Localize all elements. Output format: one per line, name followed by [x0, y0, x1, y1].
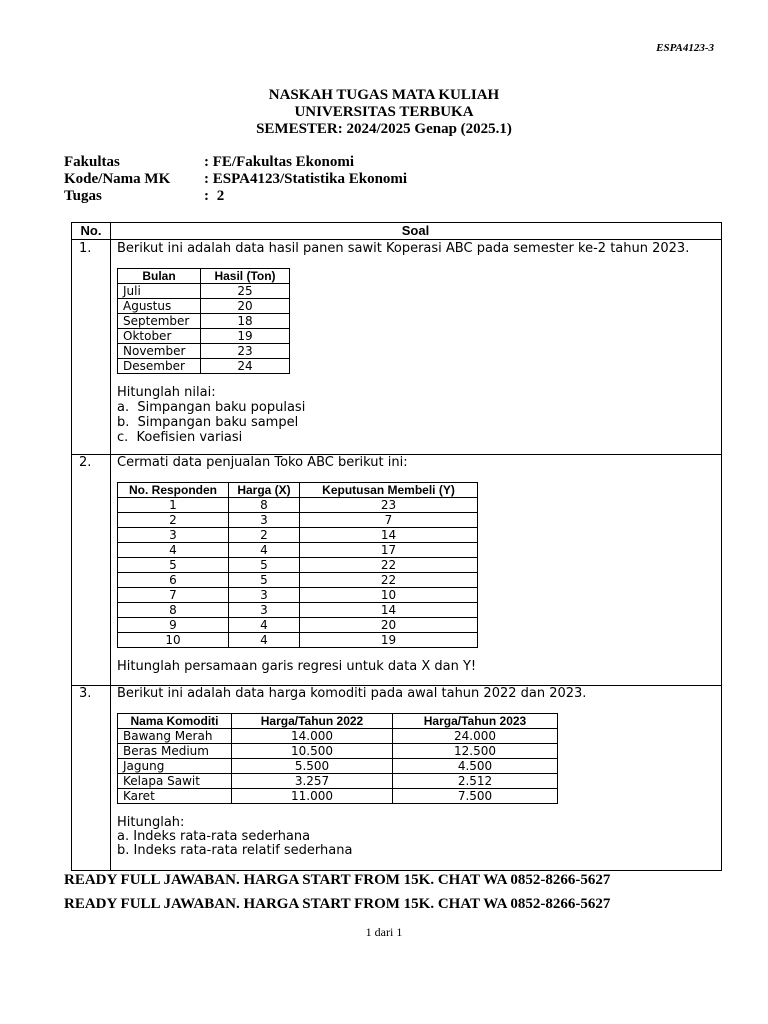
table-row	[118, 729, 558, 744]
cell-hasil: 20	[201, 299, 290, 314]
cell-harga: 5	[229, 573, 300, 588]
cell-responden: 2	[118, 513, 229, 528]
table-row	[118, 633, 478, 648]
cell-responden: 4	[118, 543, 229, 558]
cell-keputusan: 7	[300, 513, 478, 528]
questions-table	[71, 222, 722, 871]
cell-keputusan: 22	[300, 573, 478, 588]
table-row	[118, 759, 558, 774]
cell-2022: 3.257	[232, 774, 393, 789]
header-semester: SEMESTER: 2024/2025 Genap (2025.1)	[256, 121, 512, 137]
cell-keputusan: 17	[300, 543, 478, 558]
cell-2022: 14.000	[232, 729, 393, 744]
commodity-col-nama: Nama Komoditi	[118, 714, 232, 729]
promo-line-1: READY FULL JAWABAN. HARGA START FROM 15K. CHAT WA 0852-8266-5627	[64, 872, 611, 888]
cell-komoditi: Jagung	[118, 759, 232, 774]
cell-keputusan: 10	[300, 588, 478, 603]
cell-keputusan: 22	[300, 558, 478, 573]
question-3-item-a: a. Indeks rata-rata sederhana	[117, 829, 311, 844]
column-divider	[110, 223, 111, 870]
sales-col-keputusan: Keputusan Membeli (Y)	[300, 483, 478, 498]
table-row	[118, 789, 558, 804]
cell-2023: 4.500	[393, 759, 558, 774]
fakultas-row	[64, 154, 407, 171]
cell-harga: 3	[229, 603, 300, 618]
kode-label: Kode/Nama MK	[64, 171, 171, 187]
cell-bulan: November	[118, 344, 201, 359]
harvest-table	[117, 268, 290, 374]
cell-2023: 2.512	[393, 774, 558, 789]
question-1-item-a: a. Simpangan baku populasi	[117, 400, 306, 415]
table-row	[118, 513, 478, 528]
cell-keputusan: 19	[300, 633, 478, 648]
cell-harga: 8	[229, 498, 300, 513]
table-row	[118, 558, 478, 573]
cell-bulan: Oktober	[118, 329, 201, 344]
table-row	[118, 359, 290, 374]
sales-col-responden: No. Responden	[118, 483, 229, 498]
harvest-col-hasil: Hasil (Ton)	[201, 269, 290, 284]
cell-2022: 10.500	[232, 744, 393, 759]
question-2-intro: Cermati data penjualan Toko ABC berikut ini:	[117, 455, 408, 470]
table-row	[118, 573, 478, 588]
header-soal: Soal	[401, 223, 430, 238]
kode-row	[64, 171, 407, 188]
question-1-item-b: b. Simpangan baku sampel	[117, 415, 299, 430]
cell-harga: 2	[229, 528, 300, 543]
table-row	[118, 284, 290, 299]
question-1-ask: Hitunglah nilai:	[117, 385, 216, 400]
question-3-intro: Berikut ini adalah data harga komoditi pada awal tahun 2022 dan 2023.	[117, 686, 587, 701]
commodity-table	[117, 713, 558, 804]
table-row	[118, 528, 478, 543]
cell-responden: 6	[118, 573, 229, 588]
page-number: 1 dari 1	[365, 925, 403, 939]
fakultas-value: : FE/Fakultas Ekonomi	[204, 154, 355, 170]
cell-bulan: Juli	[118, 284, 201, 299]
cell-komoditi: Kelapa Sawit	[118, 774, 232, 789]
table-row	[118, 774, 558, 789]
cell-2023: 12.500	[393, 744, 558, 759]
cell-responden: 10	[118, 633, 229, 648]
table-row	[118, 618, 478, 633]
cell-hasil: 19	[201, 329, 290, 344]
sales-table	[117, 482, 478, 648]
cell-responden: 9	[118, 618, 229, 633]
cell-keputusan: 20	[300, 618, 478, 633]
question-2-number: 2.	[79, 455, 92, 470]
cell-bulan: Desember	[118, 359, 201, 374]
cell-keputusan: 14	[300, 603, 478, 618]
question-3-item-b: b. Indeks rata-rata relatif sederhana	[117, 843, 353, 858]
cell-2023: 7.500	[393, 789, 558, 804]
cell-harga: 4	[229, 543, 300, 558]
question-2-ask: Hitunglah persamaan garis regresi untuk data X dan Y!	[117, 659, 477, 674]
header-university: UNIVERSITAS TERBUKA	[294, 104, 474, 120]
row-divider	[72, 239, 721, 240]
cell-harga: 4	[229, 633, 300, 648]
question-3-number: 3.	[79, 686, 92, 701]
cell-harga: 4	[229, 618, 300, 633]
harvest-col-bulan: Bulan	[118, 269, 201, 284]
cell-keputusan: 23	[300, 498, 478, 513]
cell-bulan: September	[118, 314, 201, 329]
document-header	[0, 87, 768, 138]
table-row	[118, 314, 290, 329]
table-row	[118, 588, 478, 603]
cell-responden: 5	[118, 558, 229, 573]
promo-line-2: READY FULL JAWABAN. HARGA START FROM 15K. CHAT WA 0852-8266-5627	[64, 896, 611, 912]
table-row	[118, 603, 478, 618]
question-1-number: 1.	[79, 241, 92, 256]
sales-col-harga: Harga (X)	[229, 483, 300, 498]
commodity-col-2022: Harga/Tahun 2022	[232, 714, 393, 729]
tugas-label: Tugas	[64, 188, 102, 204]
commodity-col-2023: Harga/Tahun 2023	[393, 714, 558, 729]
cell-2022: 11.000	[232, 789, 393, 804]
table-row	[118, 329, 290, 344]
cell-responden: 3	[118, 528, 229, 543]
table-row	[118, 498, 478, 513]
cell-hasil: 25	[201, 284, 290, 299]
table-row	[118, 344, 290, 359]
cell-keputusan: 14	[300, 528, 478, 543]
cell-komoditi: Bawang Merah	[118, 729, 232, 744]
tugas-number: 2	[216, 188, 225, 204]
table-row	[118, 299, 290, 314]
cell-harga: 3	[229, 513, 300, 528]
question-1-intro: Berikut ini adalah data hasil panen sawit Koperasi ABC pada semester ke-2 tahun 2023.	[117, 241, 690, 256]
cell-2022: 5.500	[232, 759, 393, 774]
cell-hasil: 23	[201, 344, 290, 359]
cell-responden: 1	[118, 498, 229, 513]
cell-responden: 7	[118, 588, 229, 603]
cell-komoditi: Beras Medium	[118, 744, 232, 759]
fakultas-label: Fakultas	[64, 154, 120, 170]
cell-2023: 24.000	[393, 729, 558, 744]
table-row	[118, 543, 478, 558]
tugas-value: : 2	[204, 188, 225, 204]
cell-komoditi: Karet	[118, 789, 232, 804]
document-code: ESPA4123-3	[656, 42, 714, 54]
cell-hasil: 24	[201, 359, 290, 374]
question-3-ask: Hitunglah:	[117, 815, 185, 830]
cell-responden: 8	[118, 603, 229, 618]
table-row	[118, 744, 558, 759]
tugas-row	[64, 188, 407, 205]
question-1-item-c: c. Koefisien variasi	[117, 430, 243, 445]
cell-hasil: 18	[201, 314, 290, 329]
cell-harga: 5	[229, 558, 300, 573]
header-title: NASKAH TUGAS MATA KULIAH	[268, 87, 500, 103]
cell-harga: 3	[229, 588, 300, 603]
cell-bulan: Agustus	[118, 299, 201, 314]
header-no: No.	[80, 223, 102, 238]
course-info	[64, 154, 407, 205]
kode-value: : ESPA4123/Statistika Ekonomi	[204, 171, 408, 187]
